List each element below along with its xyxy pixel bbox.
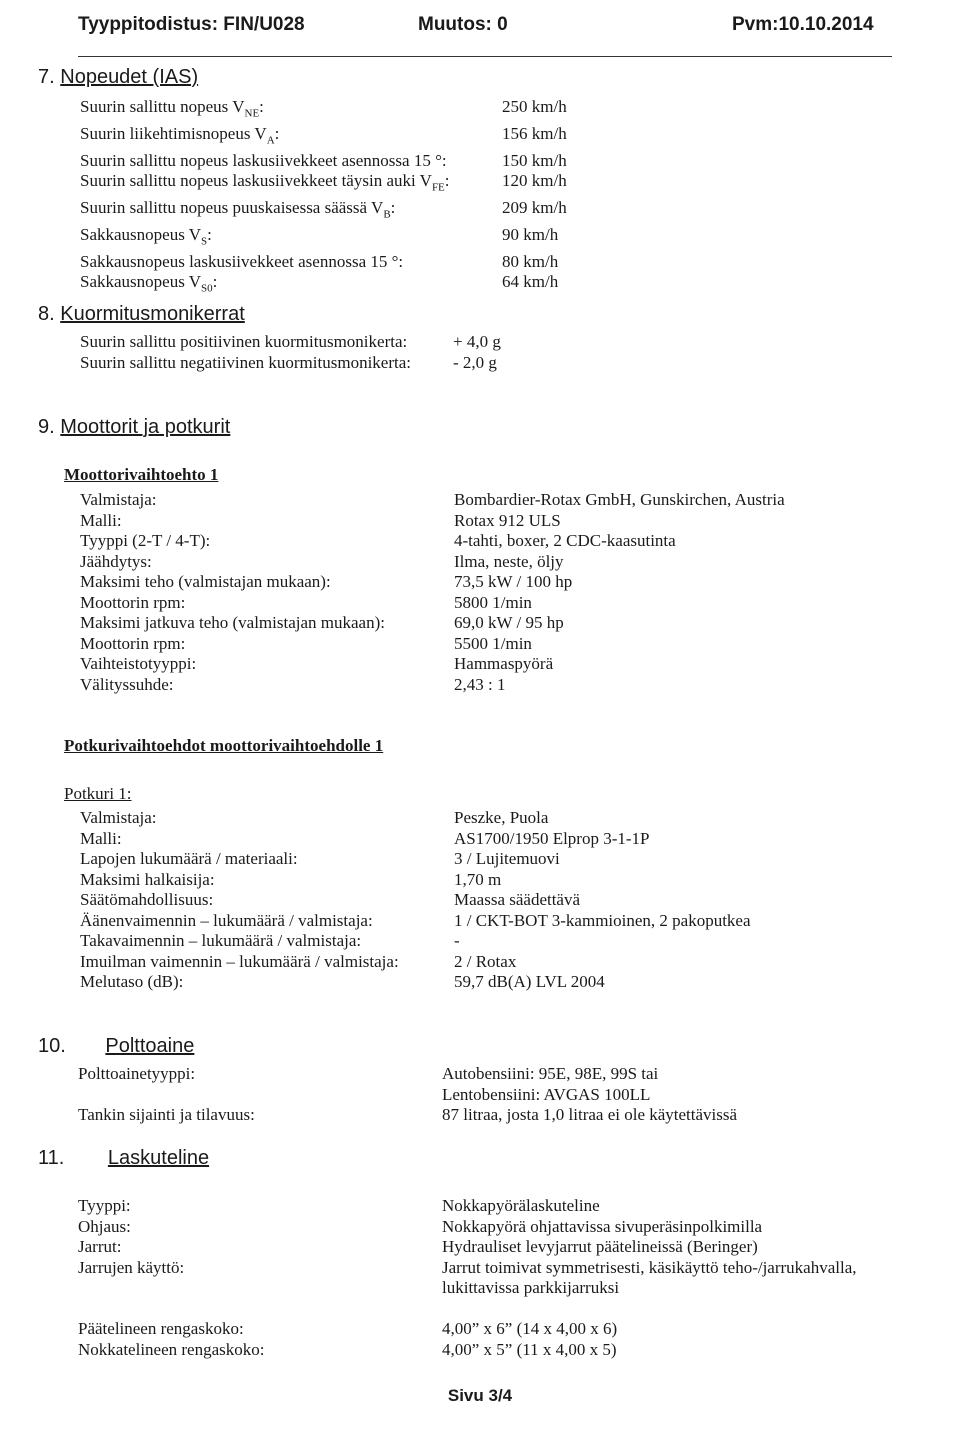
row-value: Hydrauliset levyjarrut päätelineissä (Beringer) [442, 1237, 758, 1256]
row-label: Suurin sallittu nopeus puuskaisessa säässä $V_B$: [80, 198, 396, 221]
row-label: Äänenvaimennin – lukumäärä / valmistaja: [80, 910, 373, 930]
row-value: - [454, 931, 460, 950]
row-value: 73,5 kW / 100 hp [454, 572, 573, 591]
section-8-heading [38, 303, 245, 326]
propeller-subheading: Potkuri 1: [64, 784, 132, 803]
row-label: Jarrujen käyttö: [78, 1257, 185, 1277]
row-label: Päätelineen rengaskoko: [78, 1319, 244, 1338]
row-value: Jarrut toimivat symmetrisesti, käsikäyttö teho-/jarrukahvalla, lukittavissa parkkijarruksi [442, 1257, 857, 1297]
tank-value: 87 litraa, josta 1,0 litraa ei ole käytettävissä [442, 1105, 738, 1124]
date: Pvm:10.10.2014 [732, 14, 874, 35]
row-value: 2 / Rotax [454, 951, 517, 971]
row-value: Bombardier-Rotax GmbH, Gunskirchen, Austria [454, 490, 785, 509]
row-label: Suurin sallittu nopeus $V_{NE}$: [80, 97, 264, 120]
row-label: Melutaso (dB): [80, 972, 184, 991]
section-number: 7. [38, 66, 55, 88]
tank-label: Tankin sijainti ja tilavuus: [78, 1105, 255, 1124]
load-factor-table [80, 332, 653, 373]
row-value: 4-tahti, boxer, 2 CDC-kaasutinta [454, 531, 676, 550]
section-number: 8. [38, 303, 55, 325]
row-label: Vaihteistotyyppi: [80, 654, 197, 673]
row-value: 156 km/h [502, 123, 567, 143]
speeds-table [80, 97, 702, 299]
row-label: Jarrut: [78, 1237, 122, 1256]
row-value: 64 km/h [502, 272, 559, 292]
propeller-table [80, 808, 874, 993]
row-label: Lapojen lukumäärä / materiaali: [80, 849, 298, 868]
section-title: Kuormitusmonikerrat [60, 303, 245, 325]
row-label: Maksimi teho (valmistajan mukaan): [80, 572, 331, 591]
row-value: 4,00” x 6” (14 x 4,00 x 6) [442, 1319, 618, 1338]
row-value: Nokkapyörälaskuteline [442, 1196, 600, 1215]
row-label: Nokkatelineen rengaskoko: [78, 1339, 265, 1359]
page-number: Sivu 3/4 [447, 1386, 513, 1405]
row-label: Suurin sallittu positiivinen kuormitusmonikerta: [80, 332, 408, 351]
row-label: Ohjaus: [78, 1216, 131, 1236]
row-value: 209 km/h [502, 198, 567, 218]
row-value: 1 / CKT-BOT 3-kammioinen, 2 pakoputkea [454, 910, 751, 930]
section-9-heading [38, 416, 230, 439]
row-value: 1,70 m [454, 869, 502, 889]
row-label: Suurin sallittu nopeus laskusiivekkeet täysin auki $V_{FE}$: [80, 171, 450, 194]
row-value: 80 km/h [502, 251, 559, 271]
section-7-heading [38, 66, 198, 89]
row-label: Jäähdytys: [80, 551, 152, 571]
row-value: Nokkapyörä ohjattavissa sivuperäsinpolkimilla [442, 1216, 763, 1236]
row-value: Maassa säädettävä [454, 890, 581, 909]
row-value: 59,7 dB(A) LVL 2004 [454, 972, 605, 991]
row-value: 5800 1/min [454, 592, 532, 612]
row-label: Sakkausnopeus laskusiivekkeet asennossa 15 °: [80, 251, 404, 271]
row-value: - 2,0 g [453, 352, 497, 372]
engine-option-heading: Moottorivaihtoehto 1 [64, 465, 219, 484]
row-label: Maksimi jatkuva teho (valmistajan mukaan): [80, 613, 385, 632]
row-label: Malli: [80, 510, 122, 530]
row-label: Malli: [80, 828, 122, 848]
fuel-type-label: Polttoainetyyppi: [78, 1064, 196, 1083]
row-value: 69,0 kW / 95 hp [454, 613, 564, 632]
section-title: Nopeudet (IAS) [60, 66, 199, 88]
row-value: Rotax 912 ULS [454, 510, 561, 530]
row-label: Moottorin rpm: [80, 592, 186, 612]
row-label: Tyyppi (2-T / 4-T): [80, 531, 211, 550]
row-value: 3 / Lujitemuovi [454, 849, 560, 868]
section-number: 9. [38, 416, 55, 438]
section-title: Laskuteline [107, 1147, 210, 1169]
row-label: Sakkausnopeus $V_{S0}$: [80, 272, 218, 295]
propeller-options-heading: Potkurivaihtoehdot moottorivaihtoehdolle 1 [64, 736, 384, 755]
section-10-heading [38, 1035, 194, 1058]
row-label: Sakkausnopeus $V_S$: [80, 225, 212, 248]
row-value: 5500 1/min [454, 633, 532, 653]
row-value: + 4,0 g [453, 332, 501, 351]
row-label: Säätömahdollisuus: [80, 890, 214, 909]
row-label: Moottorin rpm: [80, 633, 186, 653]
row-label: Takavaimennin – lukumäärä / valmistaja: [80, 931, 362, 950]
row-value: Peszke, Puola [454, 808, 549, 827]
row-value: 120 km/h [502, 171, 567, 191]
row-label: Välityssuhde: [80, 674, 174, 694]
document-id: Tyyppitodistus: FIN/U028 [78, 14, 305, 35]
row-label: Valmistaja: [80, 808, 157, 827]
row-label: Maksimi halkaisija: [80, 869, 215, 889]
row-value: Ilma, neste, öljy [454, 551, 564, 571]
row-value: AS1700/1950 Elprop 3-1-1P [454, 828, 650, 848]
fuel-table [78, 1064, 892, 1126]
row-value: 250 km/h [502, 97, 567, 116]
row-label: Suurin sallittu nopeus laskusiivekkeet asennossa 15 °: [80, 150, 447, 170]
section-number: 11. [38, 1147, 65, 1169]
row-label: Suurin sallittu negatiivinen kuormitusmonikerta: [80, 352, 411, 372]
row-value: 2,43 : 1 [454, 674, 506, 694]
row-label: Imuilman vaimennin – lukumäärä / valmistaja: [80, 951, 399, 971]
section-11-heading [38, 1147, 209, 1170]
revision: Muutos: 0 [418, 14, 508, 35]
row-value: Hammaspyörä [454, 654, 554, 673]
section-title: Polttoaine [105, 1035, 195, 1057]
row-value: 150 km/h [502, 150, 567, 170]
row-value [442, 1299, 892, 1320]
section-title: Moottorit ja potkurit [60, 416, 231, 438]
row-label [78, 1299, 442, 1320]
engine-table [80, 490, 874, 695]
row-value: 90 km/h [502, 225, 559, 245]
fuel-type-line2: Lentobensiini: AVGAS 100LL [442, 1084, 651, 1104]
row-value: 4,00” x 5” (11 x 4,00 x 5) [442, 1339, 617, 1359]
row-label: Tyyppi: [78, 1196, 131, 1215]
header-rule [78, 56, 892, 57]
fuel-type-line1: Autobensiini: 95E, 98E, 99S tai [442, 1064, 659, 1083]
row-label: Suurin liikehtimisnopeus $V_A$: [80, 123, 280, 147]
section-number: 10. [38, 1035, 66, 1057]
row-label: Valmistaja: [80, 490, 157, 509]
landing-gear-table [78, 1196, 892, 1360]
